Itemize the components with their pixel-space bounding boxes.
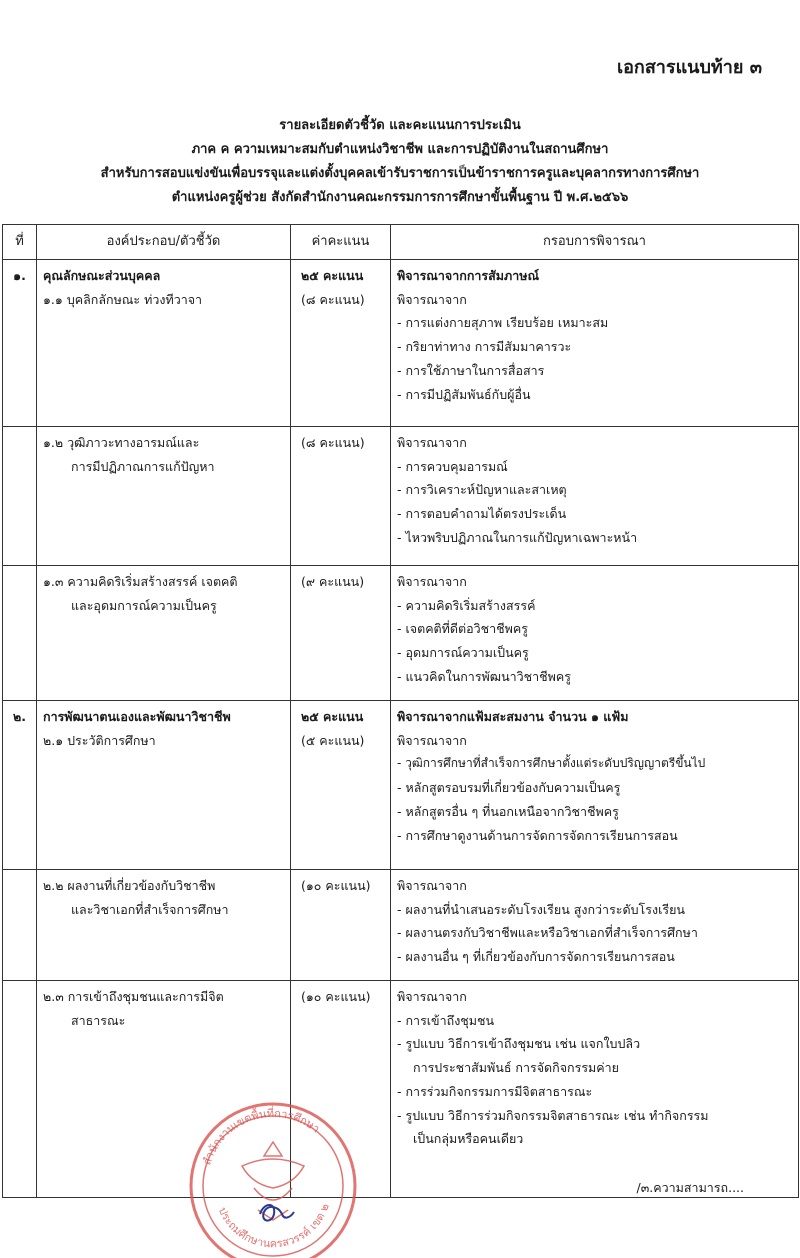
criteria-intro: พิจารณาจาก <box>397 435 467 450</box>
score-main: ๒๕ คะแนน <box>301 268 364 283</box>
seal-top-text: สำนักงานเขตพื้นที่การศึกษา <box>200 1106 323 1167</box>
criteria-item: - การศึกษาดูงานด้านการจัดการจัดการเรียนการสอน <box>397 827 678 843</box>
score-sub: (๘ คะแนน) <box>301 435 365 450</box>
criteria-head: พิจารณาจากการสัมภาษณ์ <box>397 268 540 283</box>
table-row <box>3 981 799 1198</box>
component-cell <box>37 870 291 981</box>
component-cell <box>37 701 291 870</box>
row-number <box>3 870 37 981</box>
criteria-intro: พิจารณาจาก <box>397 989 467 1004</box>
component-cell <box>37 427 291 566</box>
title-line-2: ภาค ค ความเหมาะสมกับตำแหน่งวิชาชีพ และการปฏิบัติงานในสถานศึกษา <box>191 142 609 157</box>
score-cell <box>291 260 391 427</box>
criteria-item: - แนวคิดในการพัฒนาวิชาชีพครู <box>397 668 571 684</box>
score-cell <box>291 701 391 870</box>
criteria-intro: พิจารณาจาก <box>397 291 467 307</box>
criteria-item: - การควบคุมอารมณ์ <box>397 458 508 474</box>
table-header-row <box>3 225 799 260</box>
criteria-item: - ผลงานที่นำเสนอระดับโรงเรียน สูงกว่าระดับโรงเรียน <box>397 901 685 917</box>
indicator-label-cont: และอุดมการณ์ความเป็นครู <box>71 597 217 613</box>
criteria-item: - เจตคติที่ดีต่อวิชาชีพครู <box>397 621 528 637</box>
component-cell <box>37 260 291 427</box>
header-no: ที่ <box>3 225 37 260</box>
criteria-item: - การแต่งกายสุภาพ เรียบร้อย เหมาะสม <box>397 315 609 331</box>
indicator-label: ๒.๒ ผลงานที่เกี่ยวข้องกับวิชาชีพ <box>43 878 216 893</box>
component-title: คุณลักษณะส่วนบุคคล <box>43 268 161 283</box>
row-number <box>3 981 37 1198</box>
criteria-item: - กริยาท่าทาง การมีสัมมาคารวะ <box>397 339 572 355</box>
score-cell <box>291 870 391 981</box>
criteria-item: - การร่วมกิจกรรมการมีจิตสาธารณะ <box>397 1083 593 1099</box>
table-row <box>3 427 799 566</box>
criteria-cell <box>391 981 799 1198</box>
criteria-intro: พิจารณาจาก <box>397 878 467 893</box>
indicator-label-cont: และวิชาเอกที่สำเร็จการศึกษา <box>71 901 229 917</box>
component-cell <box>37 566 291 701</box>
score-sub: (๘ คะแนน) <box>301 291 365 307</box>
attachment-label: เอกสารแนบท้าย ๓ <box>616 57 762 78</box>
criteria-item-cont: การประชาสัมพันธ์ การจัดกิจกรรมค่าย <box>413 1060 619 1076</box>
criteria-item: - การเข้าถึงชุมชน <box>397 1012 495 1028</box>
criteria-head: พิจารณาจากแฟ้มสะสมงาน จำนวน ๑ แฟ้ม <box>397 709 629 724</box>
score-sub: (๑๐ คะแนน) <box>301 878 371 893</box>
criteria-cell <box>391 566 799 701</box>
indicator-label: ๑.๓ ความคิดริเริ่มสร้างสรรค์ เจตคติ <box>43 574 238 589</box>
score-main: ๒๕ คะแนน <box>301 709 364 724</box>
indicator-label: ๑.๒ วุฒิภาวะทางอารมณ์และ <box>43 435 200 450</box>
criteria-cell <box>391 427 799 566</box>
criteria-item: - รูปแบบ วิธีการร่วมกิจกรรมจิตสาธารณะ เช่น ทำกิจกรรม <box>397 1107 709 1123</box>
criteria-item: - วุฒิการศึกษาที่สำเร็จการศึกษาตั้งแต่ระดับปริญญาตรีขึ้นไป <box>397 756 706 771</box>
table-row <box>3 870 799 981</box>
criteria-item: - ผลงานตรงกับวิชาชีพและหรือวิชาเอกที่สำเร็จการศึกษา <box>397 925 698 941</box>
document-titles <box>0 114 800 210</box>
criteria-item: - หลักสูตรอื่น ๆ ที่นอกเหนือจากวิชาชีพครู <box>397 803 619 819</box>
criteria-intro: พิจารณาจาก <box>397 574 467 589</box>
score-sub: (๕ คะแนน) <box>301 732 365 748</box>
criteria-item: - ผลงานอื่น ๆ ที่เกี่ยวข้องกับการจัดการเรียนการสอน <box>397 949 675 965</box>
criteria-item: - ไหวพริบปฏิภาณในการแก้ปัญหาเฉพาะหน้า <box>397 529 638 545</box>
criteria-item-cont: เป็นกลุ่มหรือคนเดียว <box>413 1131 524 1147</box>
component-title: การพัฒนาตนเองและพัฒนาวิชาชีพ <box>43 709 231 724</box>
criteria-item: - การใช้ภาษาในการสื่อสาร <box>397 362 545 378</box>
score-cell <box>291 566 391 701</box>
criteria-cell <box>391 260 799 427</box>
svg-text:สำนักงานเขตพื้นที่การศึกษา <box>200 1105 322 1167</box>
score-sub: (๑๐ คะแนน) <box>301 989 371 1004</box>
indicator-label: ๑.๑ บุคลิกลักษณะ ท่วงทีวาจา <box>43 291 203 307</box>
score-sub: (๙ คะแนน) <box>301 574 365 589</box>
criteria-item: - การตอบคำถามได้ตรงประเด็น <box>397 506 567 522</box>
indicator-label: ๒.๑ ประวัติการศึกษา <box>43 732 156 748</box>
criteria-item: - หลักสูตรอบรมที่เกี่ยวข้องกับความเป็นครู <box>397 780 621 796</box>
criteria-cell <box>391 870 799 981</box>
seal-bottom-text: ประถมศึกษานครสวรรค์ เขต ๒ <box>215 1201 332 1251</box>
score-cell <box>291 427 391 566</box>
indicator-label-cont: สาธารณะ <box>71 1012 126 1028</box>
table-row <box>3 566 799 701</box>
row-number: ๒. <box>3 701 37 870</box>
header-score: ค่าคะแนน <box>291 225 391 260</box>
criteria-item: - รูปแบบ วิธีการเข้าถึงชุมชน เช่น แจกใบปลิว <box>397 1036 641 1052</box>
criteria-cell <box>391 701 799 870</box>
table-row <box>3 260 799 427</box>
header-component: องค์ประกอบ/ตัวชี้วัด <box>37 225 291 260</box>
indicator-label: ๒.๓ การเข้าถึงชุมชนและการมีจิต <box>43 989 224 1004</box>
criteria-intro: พิจารณาจาก <box>397 732 467 748</box>
title-line-3: สำหรับการสอบแข่งขันเพื่อบรรจุและแต่งตั้งบุคคลเข้ารับราชการเป็นข้าราชการครูและบุคลากรทางการศึกษา <box>100 166 700 181</box>
title-line-1: รายละเอียดตัวชี้วัด และคะแนนการประเมิน <box>279 118 521 133</box>
row-number <box>3 427 37 566</box>
row-number: ๑. <box>3 260 37 427</box>
criteria-item: - การวิเคราะห์ปัญหาและสาเหตุ <box>397 482 567 498</box>
criteria-item: - อุดมการณ์ความเป็นครู <box>397 645 529 661</box>
header-criteria: กรอบการพิจารณา <box>391 225 799 260</box>
table-row <box>3 701 799 870</box>
criteria-table <box>2 224 799 1198</box>
row-number <box>3 566 37 701</box>
page-continuation: /๓.ความสามารถ.... <box>636 1180 744 1195</box>
criteria-item: - การมีปฏิสัมพันธ์กับผู้อื่น <box>397 386 531 402</box>
official-seal-icon <box>180 1090 366 1258</box>
title-line-4: ตำแหน่งครูผู้ช่วย สังกัดสำนักงานคณะกรรมการการศึกษาขั้นพื้นฐาน ปี พ.ศ.๒๕๖๖ <box>171 190 629 205</box>
criteria-item: - ความคิดริเริ่มสร้างสรรค์ <box>397 597 536 613</box>
indicator-label-cont: การมีปฏิภาณการแก้ปัญหา <box>71 458 215 474</box>
